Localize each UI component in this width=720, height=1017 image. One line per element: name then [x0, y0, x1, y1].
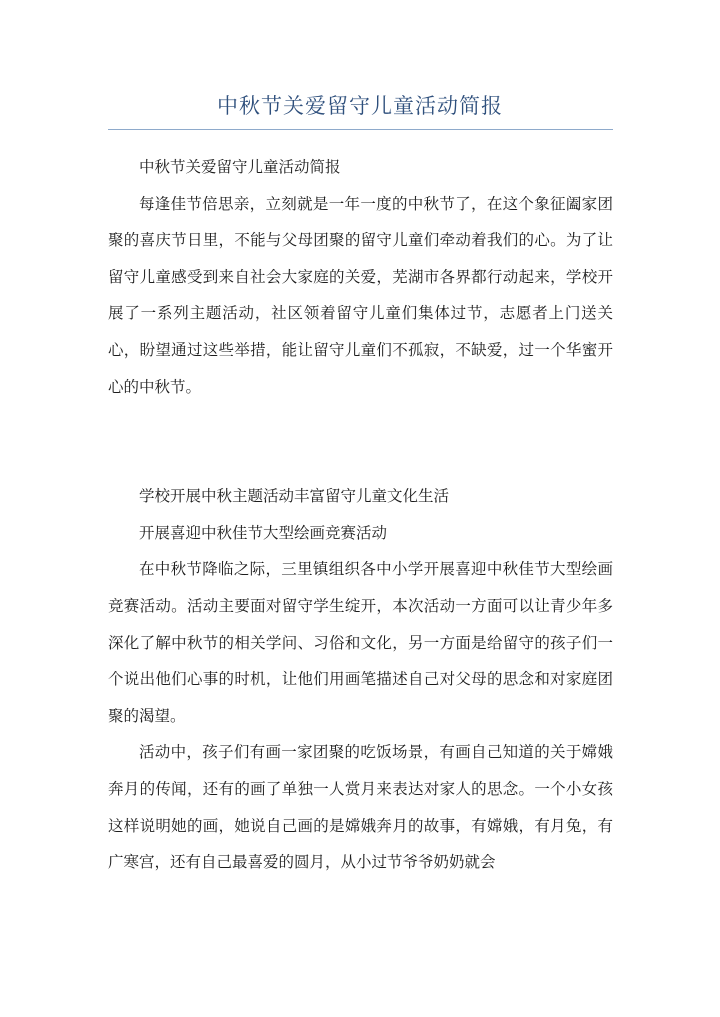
- document-body: [108, 149, 613, 881]
- subtitle-paragraph: 中秋节关爱留守儿童活动简报: [139, 158, 341, 176]
- activity-detail-paragraph: 活动中，孩子们有画一家团聚的吃饭场景，有画自己知道的关于嫦娥奔月的传闻，还有的画了单独一人赏月来表达对家人的思念。一个小女孩这样说明她的画，她说自己画的是嫦娥奔月的故事，有嫦娥，有月兔，有广寒宫，还有自己最喜爱的圆月，从小过节爷爷奶奶就会: [108, 743, 613, 872]
- title-divider: [108, 129, 613, 130]
- intro-paragraph: 每逢佳节倍思亲，立刻就是一年一度的中秋节了，在这个象征阖家团聚的喜庆节日里，不能与父母团聚的留守儿童们牵动着我们的心。为了让留守儿童感受到来自社会大家庭的关爱，芜湖市各界都行动起来，学校开展了一系列主题活动，社区领着留守儿童们集体过节，志愿者上门送关心，盼望通过这些举措，能让留守儿童们不孤寂，不缺爱，过一个华蜜开心的中秋节。: [108, 194, 613, 396]
- section-spacer: [108, 405, 613, 478]
- section-heading: 学校开展中秋主题活动丰富留守儿童文化生活: [139, 487, 450, 506]
- document-title: 中秋节关爱留守儿童活动简报: [217, 94, 503, 118]
- subsection-heading: 开展喜迎中秋佳节大型绘画竞赛活动: [139, 523, 388, 542]
- activity-paragraph: 在中秋节降临之际，三里镇组织各中小学开展喜迎中秋佳节大型绘画竞赛活动。活动主要面对留守学生绽开，本次活动一方面可以让青少年多深化了解中秋节的相关学问、习俗和文化，另一方面是给留守的孩子们一个说出他们心事的时机，让他们用画笔描述自己对父母的思念和对家庭团聚的渴望。: [108, 560, 613, 725]
